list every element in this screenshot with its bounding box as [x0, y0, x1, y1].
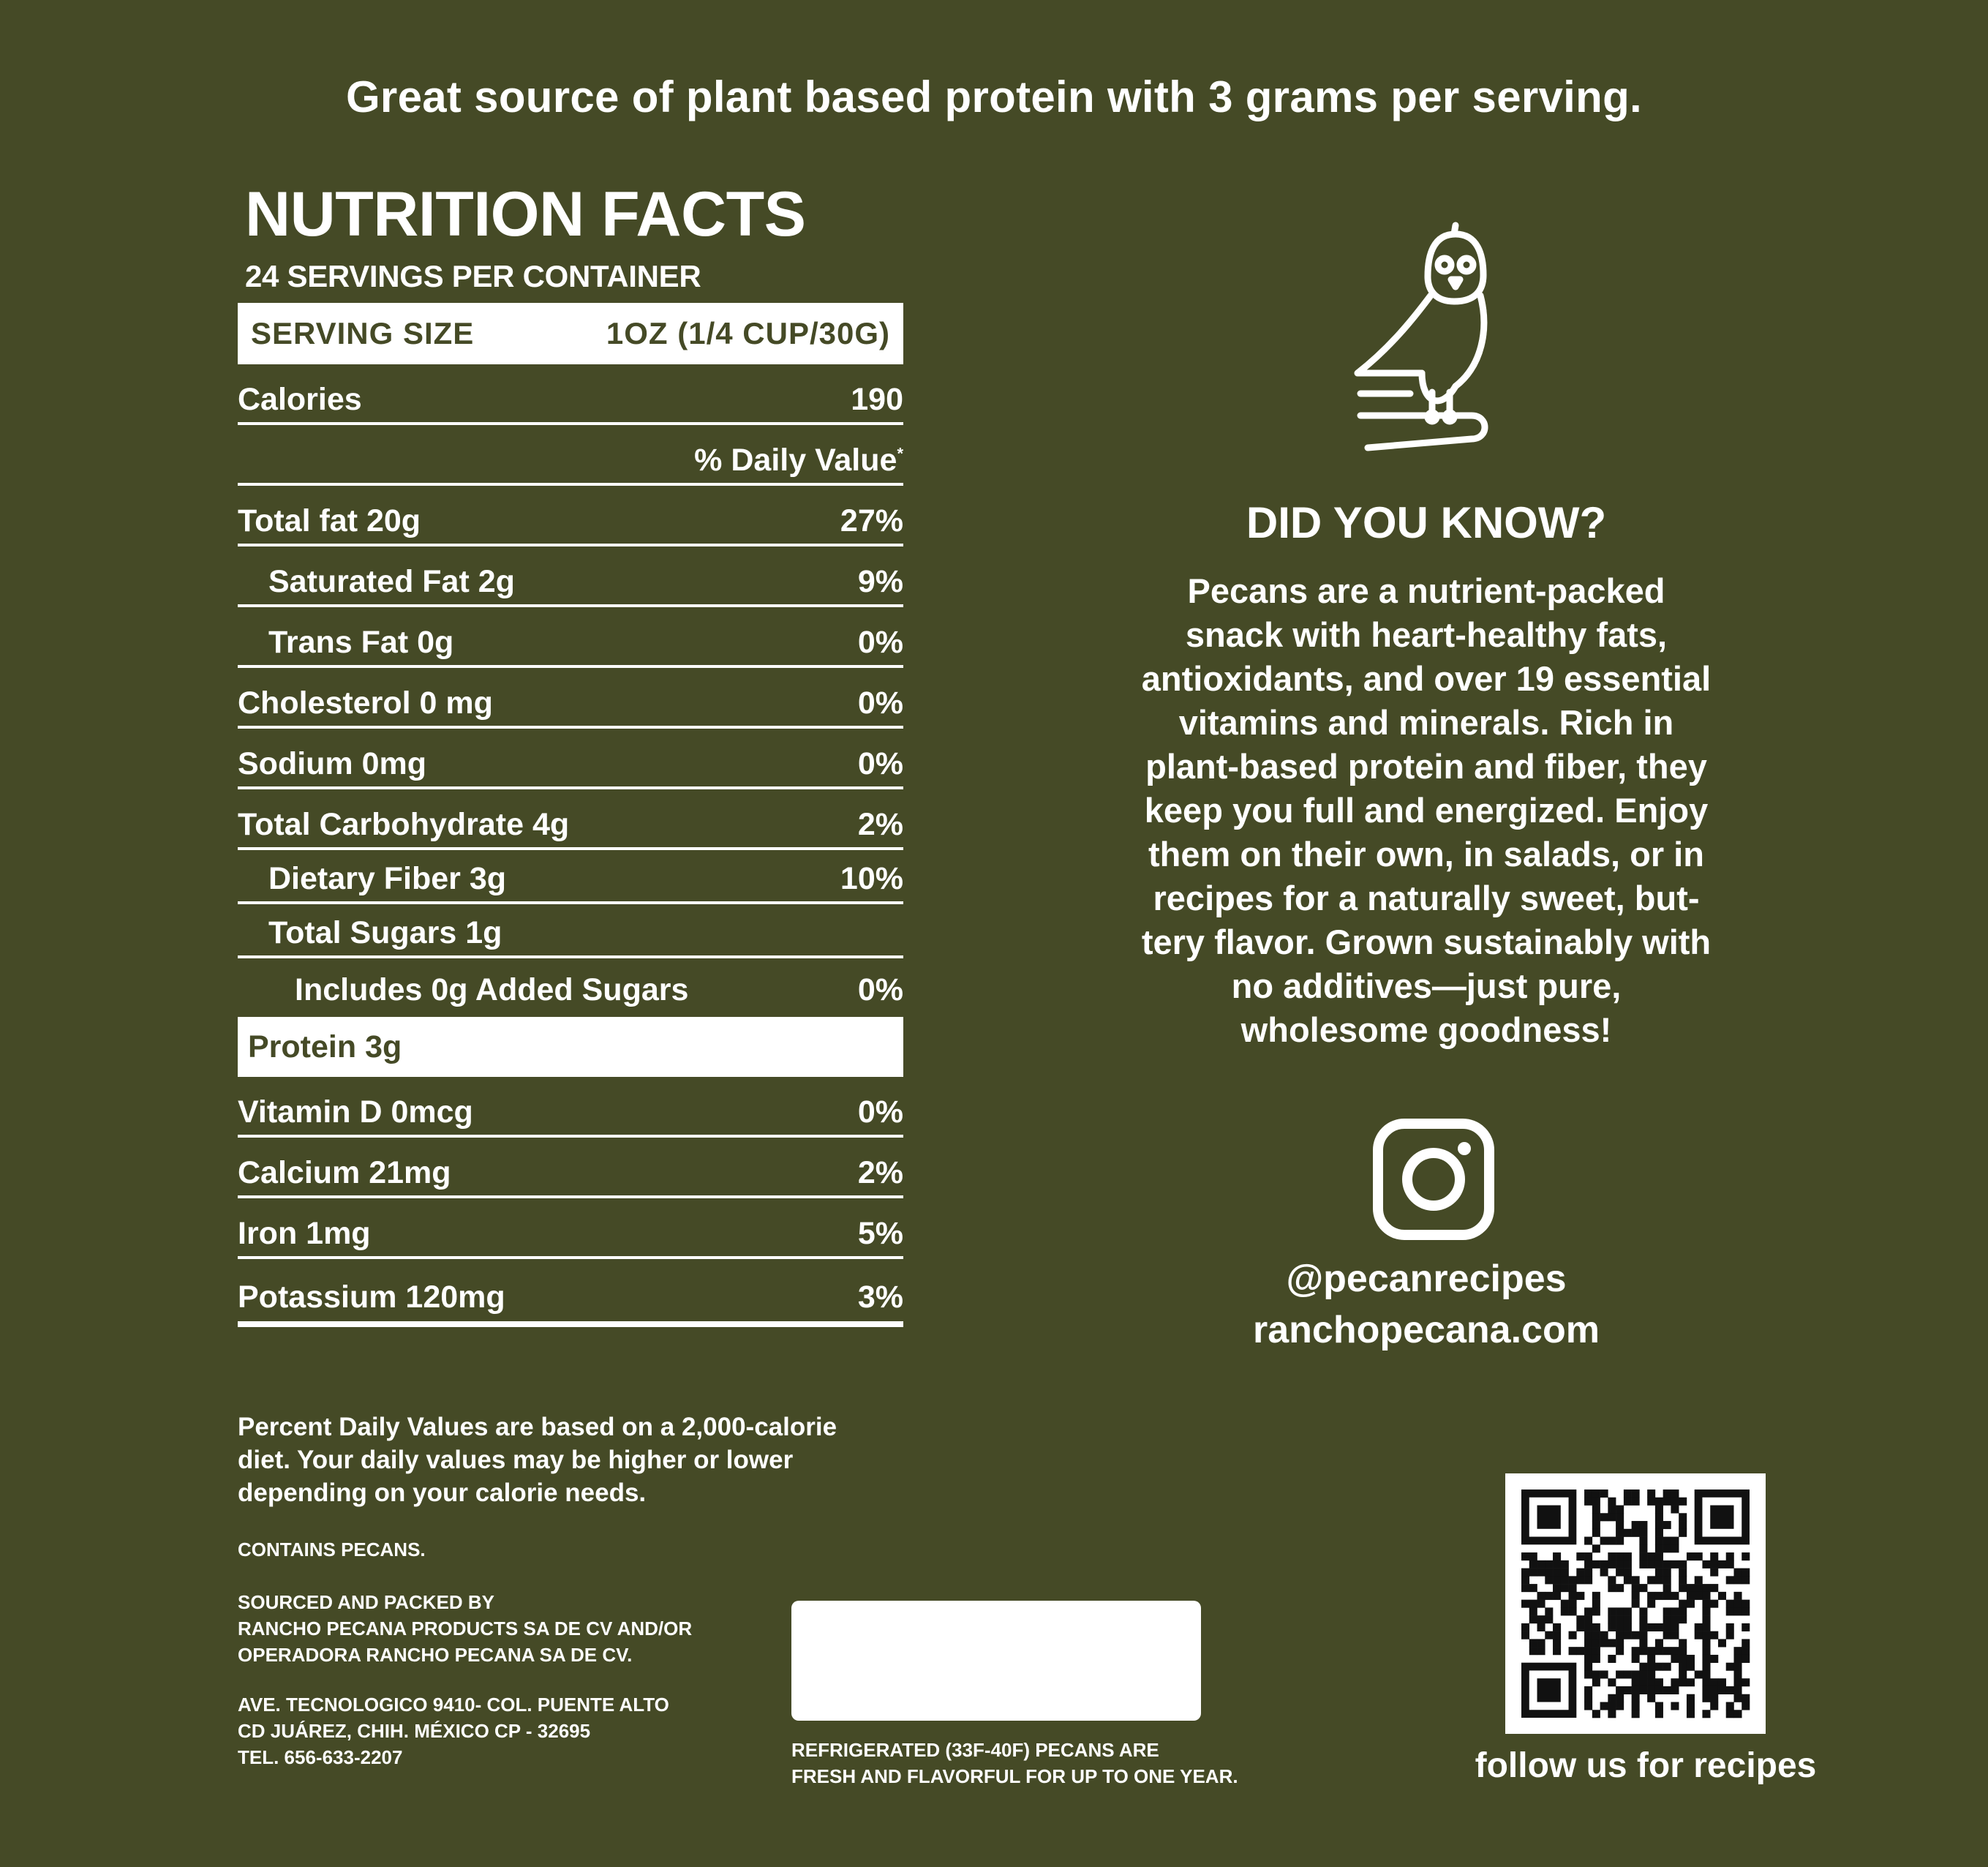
- vitamin-row: [238, 1198, 903, 1259]
- nutrient-row: [238, 904, 903, 958]
- nutrient-row: [238, 850, 903, 904]
- servings-per-container: 24 SERVINGS PER CONTAINER: [245, 259, 701, 293]
- website-link[interactable]: ranchopecana.com: [1253, 1309, 1600, 1351]
- instagram-icon[interactable]: [1372, 1118, 1495, 1241]
- body-line: tery flavor. Grown sustainably with: [1141, 923, 1712, 961]
- body-line: keep you full and energized. Enjoy: [1144, 791, 1709, 830]
- body-line: vitamins and minerals. Rich in: [1178, 703, 1674, 742]
- protein-label: Protein 3g: [248, 1029, 402, 1064]
- body-line: wholesome goodness!: [1240, 1010, 1612, 1049]
- nutrient-value: 2%: [857, 807, 903, 842]
- nutrient-label: Includes 0g Added Sugars: [295, 972, 689, 1007]
- address: [238, 1691, 669, 1770]
- calories-value: 190: [851, 382, 903, 417]
- address-line: AVE. TECNOLOGICO 9410- COL. PUENTE ALTO: [238, 1694, 669, 1716]
- allergen-statement: CONTAINS PECANS.: [238, 1539, 426, 1560]
- body-line: Pecans are a nutrient-packed: [1187, 571, 1665, 610]
- nutrient-row: [238, 789, 903, 850]
- sourced-by: [238, 1589, 692, 1668]
- vitamin-value: 2%: [857, 1155, 903, 1190]
- did-you-know-body: [1097, 569, 1755, 1052]
- nutrient-row: [238, 486, 903, 546]
- protein-box: [238, 1017, 903, 1077]
- nutrition-facts-title: NUTRITION FACTS: [245, 179, 806, 249]
- nutrient-value: 10%: [840, 861, 903, 896]
- vitamin-value: 3%: [857, 1280, 903, 1315]
- daily-value-header: [238, 425, 903, 486]
- follow-us-caption: follow us for recipes: [1475, 1746, 1817, 1785]
- nutrient-label: Total fat 20g: [238, 503, 421, 538]
- body-line: antioxidants, and over 19 essential: [1141, 659, 1712, 698]
- daily-values-note: Percent Daily Values are based on a 2,000-calorie diet. Your daily values may be higher or lower depending on your calorie needs.: [238, 1413, 837, 1507]
- vitamin-label: Vitamin D 0mcg: [238, 1094, 473, 1130]
- nutrient-row: [238, 607, 903, 668]
- nutrient-label: Total Carbohydrate 4g: [238, 807, 570, 842]
- headline: Great source of plant based protein with 3 grams per serving.: [345, 72, 1643, 121]
- vitamin-label: Iron 1mg: [238, 1216, 371, 1251]
- vitamin-row: [238, 1259, 903, 1320]
- serving-size-box: [238, 303, 903, 364]
- body-line: no additives—just pure,: [1231, 966, 1622, 1005]
- qr-code: [1505, 1473, 1766, 1734]
- vitamin-label: Potassium 120mg: [238, 1280, 505, 1315]
- nutrient-value: 27%: [840, 503, 903, 538]
- vitamin-row: [238, 1077, 903, 1138]
- sourced-line: RANCHO PECANA PRODUCTS SA DE CV AND/OR: [238, 1618, 693, 1639]
- calories-row: [238, 364, 903, 425]
- address-line: CD JUÁREZ, CHIH. MÉXICO CP - 32695: [238, 1720, 591, 1742]
- nutrient-value: 0%: [857, 972, 903, 1007]
- sourced-line: SOURCED AND PACKED BY: [238, 1591, 495, 1613]
- vitamin-row: [238, 1138, 903, 1198]
- body-line: plant-based protein and fiber, they: [1145, 747, 1707, 786]
- did-you-know-title: DID YOU KNOW?: [1246, 498, 1607, 547]
- nutrient-label: Sodium 0mg: [238, 746, 427, 781]
- blank-label-box: [791, 1601, 1201, 1721]
- nutrition-facts-panel: [238, 179, 903, 1327]
- nutrient-label: Total Sugars 1g: [268, 915, 502, 950]
- nutrient-label: Dietary Fiber 3g: [268, 861, 506, 896]
- nutrient-row: [238, 958, 903, 1013]
- storage-note: [791, 1737, 1238, 1789]
- nutrient-row: [238, 546, 903, 607]
- vitamin-value: 0%: [857, 1094, 903, 1130]
- nutrient-value: 0%: [857, 746, 903, 781]
- vitamin-value: 5%: [857, 1216, 903, 1251]
- nutrition-facts-end-rule: [238, 1321, 903, 1327]
- sourced-line: OPERADORA RANCHO PECANA SA DE CV.: [238, 1644, 633, 1666]
- storage-line: FRESH AND FLAVORFUL FOR UP TO ONE YEAR.: [791, 1765, 1238, 1787]
- nutrient-label: Saturated Fat 2g: [268, 564, 515, 599]
- instagram-handle[interactable]: @pecanrecipes: [1286, 1258, 1567, 1300]
- bird-on-branch-icon: [1346, 219, 1507, 454]
- daily-value-label: % Daily Value*: [694, 443, 903, 478]
- nutrient-row: [238, 729, 903, 789]
- serving-size-label: SERVING SIZE: [251, 316, 475, 350]
- nutrient-value: 9%: [857, 564, 903, 599]
- nutrient-value: 0%: [857, 685, 903, 721]
- calories-label: Calories: [238, 382, 362, 417]
- body-line: snack with heart-healthy fats,: [1185, 615, 1668, 654]
- nutrient-label: Cholesterol 0 mg: [238, 685, 493, 721]
- vitamin-label: Calcium 21mg: [238, 1155, 451, 1190]
- nutrient-value: 0%: [857, 625, 903, 660]
- serving-size-value: 1OZ (1/4 CUP/30G): [606, 316, 890, 350]
- body-line: recipes for a naturally sweet, but-: [1153, 879, 1700, 917]
- body-line: them on their own, in salads, or in: [1148, 835, 1704, 874]
- nutrient-label: Trans Fat 0g: [268, 625, 454, 660]
- nutrient-row: [238, 668, 903, 729]
- address-line: TEL. 656-633-2207: [238, 1746, 403, 1768]
- storage-line: REFRIGERATED (33F-40F) PECANS ARE: [791, 1739, 1159, 1761]
